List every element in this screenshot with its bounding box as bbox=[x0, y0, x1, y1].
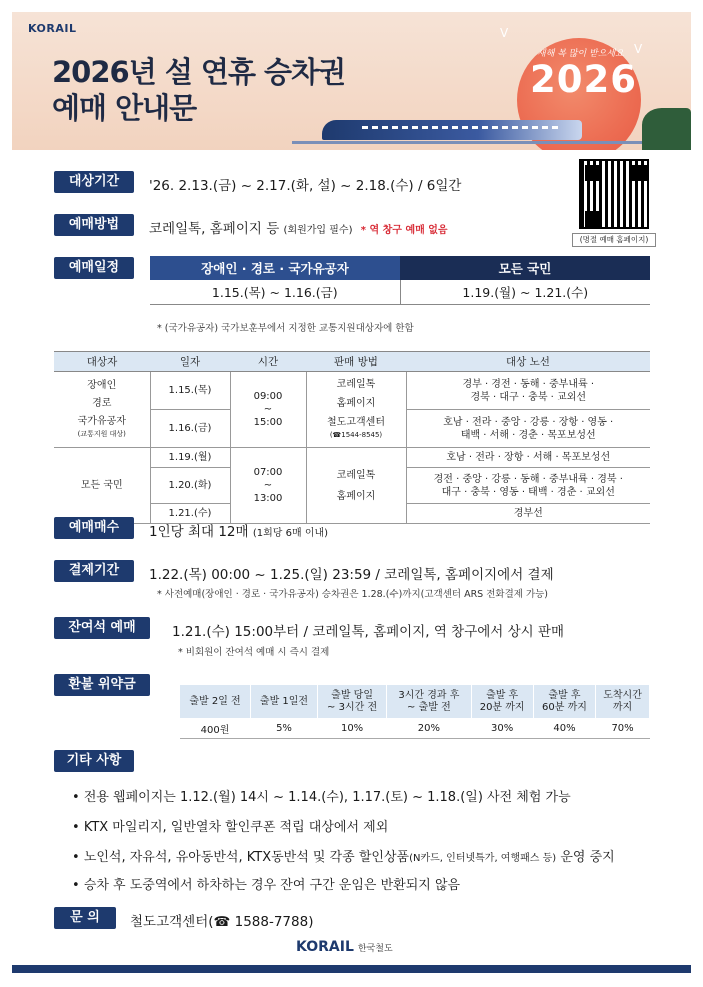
g2-route-2a: 경전 · 중앙 · 강릉 · 동해 · 중부내륙 · 경북 · bbox=[433, 473, 623, 485]
contact-value: 철도고객센터(☎ 1588-7788) bbox=[130, 914, 314, 930]
bird-icon: ᐯ bbox=[500, 26, 509, 40]
g1-day-2: 1.16.(금) bbox=[150, 410, 230, 448]
count-line bbox=[149, 520, 328, 540]
contact-label: 문 의 bbox=[54, 907, 116, 929]
pine-tree-illustration bbox=[642, 108, 691, 150]
refund-value-1: 400원 bbox=[180, 719, 251, 739]
method-value: 코레일톡, 홈페이지 등 bbox=[149, 221, 280, 237]
page-title bbox=[52, 54, 345, 126]
refund-header-4a: 3시간 경과 후 bbox=[398, 689, 460, 701]
footer-sub: 한국철도 bbox=[357, 944, 393, 954]
year-text: 2026 bbox=[530, 58, 637, 101]
g1-method-3: 철도고객센터 bbox=[327, 416, 385, 428]
period-value: '26. 2.13.(금) ~ 2.17.(화, 설) ~ 2.18.(수) / 6일간 bbox=[149, 178, 462, 194]
refund-header-6 bbox=[533, 685, 595, 719]
etc-bullet-3-tail: 운영 중지 bbox=[556, 850, 615, 865]
g2-time-cell bbox=[230, 448, 306, 524]
detail-table bbox=[54, 351, 650, 524]
g2-target: 모든 국민 bbox=[54, 448, 150, 524]
g1-method-sub: (☎1544-8545) bbox=[329, 430, 383, 439]
header-banner bbox=[12, 12, 691, 150]
schedule-value-priority: 1.15.(목) ~ 1.16.(금) bbox=[150, 280, 400, 304]
detail-header-target: 대상자 bbox=[54, 352, 150, 372]
g1-target-sub: (교통지원 대상) bbox=[77, 429, 126, 438]
footer-logo-text: KORAIL bbox=[296, 939, 354, 955]
g1-time-2: ~ bbox=[263, 404, 273, 415]
g2-method-2: 홈페이지 bbox=[336, 490, 376, 502]
method-label: 예매방법 bbox=[54, 214, 134, 236]
refund-header-7b: 까지 bbox=[612, 701, 633, 713]
g1-target-2: 경로 bbox=[92, 397, 112, 409]
refund-value-2: 5% bbox=[251, 719, 318, 739]
refund-header-5b: 20분 까지 bbox=[479, 701, 525, 713]
method-sub: (회원가입 필수) bbox=[283, 225, 353, 236]
korail-logo: KORAIL bbox=[28, 22, 77, 35]
title-line-2: 예매 안내문 bbox=[52, 91, 197, 125]
refund-header-7a: 도착시간 bbox=[603, 689, 642, 701]
detail-header-method: 판매 방법 bbox=[306, 352, 406, 372]
etc-bullet-4-text: 승차 후 도중역에서 하차하는 경우 잔여 구간 운임은 반환되지 않음 bbox=[83, 878, 461, 893]
payment-value: 1.22.(목) 00:00 ~ 1.25.(일) 23:59 / 코레일톡, 홈페이지에서 결제 bbox=[149, 567, 554, 583]
method-warning: * 역 창구 예매 없음 bbox=[360, 225, 448, 236]
g2-time-3: 13:00 bbox=[253, 493, 283, 504]
refund-header-2: 출발 1일전 bbox=[251, 685, 318, 719]
g1-route-2a: 호남 · 전라 · 중앙 · 강릉 · 장항 · 영동 · bbox=[443, 416, 614, 428]
g2-time-2: ~ bbox=[263, 480, 273, 491]
schedule-note: * (국가유공자) 국가보훈부에서 지정한 교통지원대상자에 한함 bbox=[157, 323, 414, 334]
title-line-1: 2026년 설 연휴 승차권 bbox=[52, 55, 346, 89]
g1-route-1b: 경북 · 대구 · 충북 · 교외선 bbox=[470, 391, 587, 403]
table-row bbox=[180, 719, 650, 739]
detail-header-route: 대상 노선 bbox=[406, 352, 650, 372]
g1-method-1: 코레일톡 bbox=[336, 378, 376, 390]
refund-header-6b: 60분 까지 bbox=[542, 701, 587, 713]
refund-value-5: 30% bbox=[471, 719, 533, 739]
etc-bullet-1-text: 전용 웹페이지는 1.12.(월) 14시 ~ 1.14.(수), 1.17.(토) ~ 1.18.(일) 사전 체험 가능 bbox=[83, 790, 571, 805]
count-value: 1인당 최대 12매 bbox=[149, 524, 249, 540]
refund-header-5 bbox=[471, 685, 533, 719]
train-illustration bbox=[322, 120, 582, 140]
train-window-stripe bbox=[362, 126, 562, 129]
refund-header-7 bbox=[596, 685, 650, 719]
g1-day-1: 1.15.(목) bbox=[150, 372, 230, 410]
refund-value-6: 40% bbox=[533, 719, 595, 739]
refund-value-3: 10% bbox=[317, 719, 386, 739]
table-row bbox=[54, 372, 650, 410]
rail-line bbox=[292, 141, 691, 144]
detail-header-time: 시간 bbox=[230, 352, 306, 372]
g1-time-1: 09:00 bbox=[253, 391, 283, 402]
count-sub: (1회당 6매 이내) bbox=[252, 528, 329, 539]
refund-header-3a: 출발 당일 bbox=[331, 689, 373, 701]
qr-caption: (명절 예매 홈페이지) bbox=[572, 233, 656, 247]
footer-logo bbox=[296, 939, 393, 955]
schedule-table bbox=[150, 256, 650, 305]
g1-route-2 bbox=[406, 410, 650, 448]
crane-icon: ᐯ bbox=[634, 42, 643, 56]
g1-route-2b: 태백 · 서해 · 경춘 · 목포보성선 bbox=[460, 429, 596, 441]
etc-bullet-2: • KTX 마일리지, 일반열차 할인쿠폰 적립 대상에서 제외 bbox=[72, 820, 389, 835]
g1-route-1 bbox=[406, 372, 650, 410]
refund-header-3 bbox=[317, 685, 386, 719]
footer-bar bbox=[12, 965, 691, 973]
etc-bullet-1: • 전용 웹페이지는 1.12.(월) 14시 ~ 1.14.(수), 1.17.(토) ~ 1.18.(일) 사전 체험 가능 bbox=[72, 790, 571, 805]
g2-day-3: 1.21.(수) bbox=[150, 504, 230, 524]
remaining-value: 1.21.(수) 15:00부터 / 코레일톡, 홈페이지, 역 창구에서 상시 판매 bbox=[172, 624, 565, 640]
etc-bullet-3-text: 노인석, 자유석, 유아동반석, KTX동반석 및 각종 할인상품 bbox=[83, 850, 410, 865]
g2-route-2 bbox=[406, 468, 650, 504]
g1-time-cell bbox=[230, 372, 306, 448]
g2-route-3: 경부선 bbox=[406, 504, 650, 524]
refund-table bbox=[179, 684, 650, 739]
count-label: 예매매수 bbox=[54, 517, 134, 539]
g2-method-cell bbox=[306, 448, 406, 524]
g1-target-cell bbox=[54, 372, 150, 448]
g2-method-1: 코레일톡 bbox=[336, 469, 376, 481]
table-row bbox=[54, 448, 650, 468]
g2-route-2b: 대구 · 충북 · 영동 · 태백 · 경춘 · 교외선 bbox=[441, 486, 615, 498]
etc-bullet-4: • 승차 후 도중역에서 하차하는 경우 잔여 구간 운임은 반환되지 않음 bbox=[72, 878, 461, 893]
schedule-label: 예매일정 bbox=[54, 257, 134, 279]
refund-header-3b: ~ 3시간 전 bbox=[327, 701, 378, 713]
payment-note: * 사전예매(장애인 · 경로 · 국가유공자) 승차권은 1.28.(수)까지(고객센터 ARS 전화결제 가능) bbox=[157, 589, 549, 600]
etc-bullet-3: • 노인석, 자유석, 유아동반석, KTX동반석 및 각종 할인상품(N카드, 인터넷특가, 여행패스 등) 운영 중지 bbox=[72, 850, 615, 865]
g2-day-2: 1.20.(화) bbox=[150, 468, 230, 504]
refund-header-4 bbox=[387, 685, 471, 719]
g2-time-1: 07:00 bbox=[253, 467, 283, 478]
schedule-header-all: 모든 국민 bbox=[400, 256, 650, 280]
g1-target-3: 국가유공자 bbox=[77, 415, 126, 427]
refund-label: 환불 위약금 bbox=[54, 674, 150, 696]
payment-label: 결제기간 bbox=[54, 560, 134, 582]
g1-method-2: 홈페이지 bbox=[336, 397, 376, 409]
remaining-label: 잔여석 예매 bbox=[54, 617, 150, 639]
g2-day-1: 1.19.(월) bbox=[150, 448, 230, 468]
g1-target-1: 장애인 bbox=[87, 379, 117, 391]
qr-code[interactable] bbox=[579, 159, 649, 229]
schedule-value-all: 1.19.(월) ~ 1.21.(수) bbox=[400, 280, 650, 304]
notice-page bbox=[12, 12, 691, 975]
etc-label: 기타 사항 bbox=[54, 750, 134, 772]
refund-header-4b: ~ 출발 전 bbox=[407, 701, 451, 713]
remaining-note: * 비회원이 잔여석 예매 시 즉시 결제 bbox=[178, 647, 330, 658]
etc-bullet-2-text: KTX 마일리지, 일반열차 할인쿠폰 적립 대상에서 제외 bbox=[83, 820, 389, 835]
refund-value-7: 70% bbox=[596, 719, 650, 739]
g1-time-3: 15:00 bbox=[253, 417, 283, 428]
refund-value-4: 20% bbox=[387, 719, 471, 739]
g2-route-1: 호남 · 전라 · 장항 · 서해 · 목포보성선 bbox=[406, 448, 650, 468]
period-label: 대상기간 bbox=[54, 171, 134, 193]
etc-bullet-3-sub: (N카드, 인터넷특가, 여행패스 등) bbox=[409, 853, 557, 864]
refund-header-1: 출발 2일 전 bbox=[180, 685, 251, 719]
refund-header-5a: 출발 후 bbox=[486, 689, 519, 701]
detail-header-date: 일자 bbox=[150, 352, 230, 372]
g1-route-1a: 경부 · 경전 · 동해 · 중부내륙 · bbox=[462, 378, 595, 390]
schedule-header-priority: 장애인 · 경로 · 국가유공자 bbox=[150, 256, 400, 280]
g1-method-cell bbox=[306, 372, 406, 448]
greeting-text: 새해 복 많이 받으세요 bbox=[537, 49, 624, 59]
refund-header-6a: 출발 후 bbox=[548, 689, 581, 701]
method-line bbox=[149, 217, 448, 237]
